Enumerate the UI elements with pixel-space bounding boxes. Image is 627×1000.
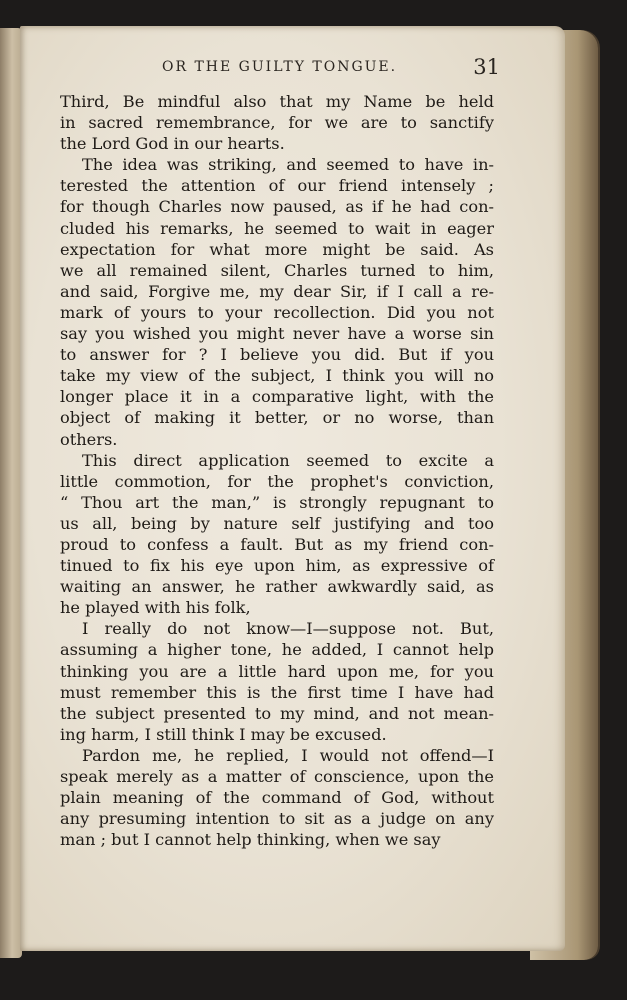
text-line: tinued to fix his eye upon him, as expressive of bbox=[60, 556, 494, 576]
text-line: others. bbox=[60, 429, 118, 449]
text-line: for though Charles now paused, as if he had con- bbox=[60, 197, 494, 217]
text-line: us all, being by nature self justifying and too bbox=[60, 513, 494, 533]
text-line: object of making it better, or no worse, than bbox=[60, 408, 494, 428]
text-line: assuming a higher tone, he added, I cannot help bbox=[60, 640, 494, 660]
paragraph bbox=[60, 91, 494, 154]
text-line: “ Thou art the man,” is strongly repugnant to bbox=[60, 492, 494, 512]
text-line: we all remained silent, Charles turned to him, bbox=[60, 260, 494, 280]
paragraph bbox=[60, 745, 494, 850]
page-number: 31 bbox=[473, 55, 500, 79]
text-line: to answer for ? I believe you did. But if you bbox=[60, 345, 494, 365]
text-line: must remember this is the first time I have had bbox=[60, 682, 494, 702]
text-line: thinking you are a little hard upon me, for you bbox=[60, 661, 494, 681]
text-line: expectation for what more might be said. As bbox=[60, 239, 494, 259]
text-line: terested the attention of our friend intensely ; bbox=[60, 176, 494, 196]
text-line: proud to confess a fault. But as my friend con- bbox=[60, 534, 494, 554]
text-line: ing harm, I still think I may be excused. bbox=[60, 724, 387, 744]
text-line: man ; but I cannot help thinking, when we say bbox=[60, 830, 441, 850]
text-line: take my view of the subject, I think you will no bbox=[60, 366, 494, 386]
text-line: the subject presented to my mind, and not mean- bbox=[60, 703, 494, 723]
text-line: any presuming intention to sit as a judge on any bbox=[60, 809, 494, 829]
paragraph bbox=[60, 450, 494, 619]
page-header bbox=[140, 57, 500, 81]
text-line: mark of yours to your recollection. Did you not bbox=[60, 302, 494, 322]
paragraph bbox=[60, 154, 494, 449]
text-line: cluded his remarks, he seemed to wait in eager bbox=[60, 218, 494, 238]
text-line: little commotion, for the prophet's conviction, bbox=[60, 471, 494, 491]
running-title: OR THE GUILTY TONGUE. bbox=[162, 59, 398, 75]
text-line: and said, Forgive me, my dear Sir, if I call a re- bbox=[60, 281, 494, 301]
text-line: The idea was striking, and seemed to have in- bbox=[82, 155, 494, 175]
paragraph bbox=[60, 618, 494, 745]
text-line: longer place it in a comparative light, with the bbox=[60, 387, 494, 407]
text-line: This direct application seemed to excite a bbox=[82, 450, 494, 470]
text-line: he played with his folk, bbox=[60, 598, 251, 618]
text-line: in sacred remembrance, for we are to sanctify bbox=[60, 113, 494, 133]
text-line: the Lord God in our hearts. bbox=[60, 134, 285, 154]
body-text bbox=[60, 91, 494, 850]
text-line: speak merely as a matter of conscience, upon the bbox=[60, 767, 494, 786]
text-line: plain meaning of the command of God, without bbox=[60, 788, 494, 808]
text-line: Pardon me, he replied, I would not offend—I bbox=[82, 745, 494, 765]
text-line: Third, Be mindful also that my Name be held bbox=[60, 92, 494, 111]
text-line: waiting an answer, he rather awkwardly said, as bbox=[60, 577, 494, 597]
facing-page-edge bbox=[0, 28, 22, 958]
text-line: say you wished you might never have a worse sin bbox=[60, 324, 494, 344]
text-line: I really do not know—I—suppose not. But, bbox=[82, 619, 494, 639]
